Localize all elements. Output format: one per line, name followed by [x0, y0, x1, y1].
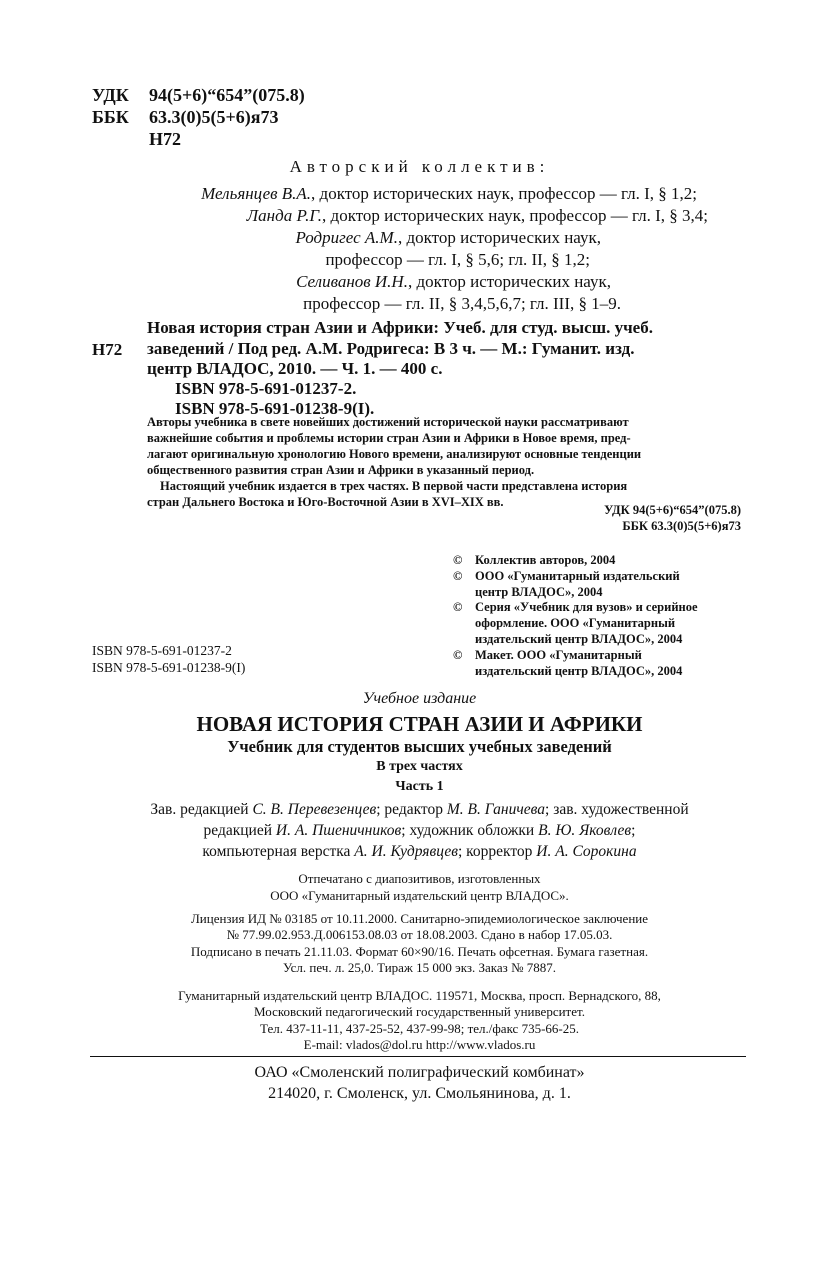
udk-value: 94(5+6)“654”(075.8)	[149, 85, 305, 105]
copyright-line	[453, 553, 615, 569]
copyright-line	[453, 632, 682, 648]
staff-name: А. И. Кудрявцев	[354, 843, 458, 860]
copyright-text: ООО «Гуманитарный издательский	[475, 568, 680, 583]
author-detail: , доктор исторических наук,	[407, 272, 611, 291]
copyright-symbol: ©	[453, 568, 463, 583]
bib-line-1: Новая история стран Азии и Африки: Учеб. для студ. высш. учеб.	[147, 318, 653, 337]
bib-line-3: центр ВЛАДОС, 2010. — Ч. 1. — 400 с.	[147, 359, 443, 378]
copyright-line	[453, 616, 675, 632]
staff-role: ; художник обложки	[401, 822, 539, 839]
udk-label: УДК	[92, 85, 129, 105]
staff-name: И. А. Пшеничников	[275, 822, 402, 839]
staff-role: ; корректор	[457, 843, 537, 860]
author-detail: , доктор исторических наук, профессор — гл. I, § 1,2;	[311, 184, 697, 203]
printer-line: ОАО «Смоленский полиграфический комбинат»	[254, 1064, 585, 1081]
copyright-line	[453, 648, 642, 664]
staff-name: В. Ю. Яковлев	[538, 822, 632, 839]
annotation-line: важнейшие события и проблемы истории стран Азии и Африки в Новое время, пред-	[147, 431, 631, 445]
annotation-line: лагают оригинальную хронологию Нового времени, анализируют основные тенденции	[147, 447, 642, 461]
staff-role: ; редактор	[376, 801, 447, 818]
udk-small: УДК 94(5+6)“654”(075.8)	[604, 503, 741, 517]
divider	[90, 1056, 746, 1057]
author-detail: , доктор исторических наук, профессор — гл. I, § 3,4;	[322, 206, 708, 225]
copyright-line	[453, 664, 682, 680]
staff-role: ;	[631, 822, 636, 839]
book-subtitle: Учебник для студентов высших учебных заведений	[227, 737, 612, 756]
author-name: Мельянцев В.А.	[201, 184, 312, 203]
bbk-value: 63.3(0)5(5+6)я73	[149, 107, 279, 127]
edition-type: Учебное издание	[362, 690, 477, 707]
staff-role: Зав. редакцией	[150, 801, 253, 818]
staff-name: И. А. Сорокина	[536, 843, 637, 860]
copyright-text: оформление. ООО «Гуманитарный	[475, 616, 676, 631]
copyright-line	[453, 600, 698, 616]
annotation-line: Авторы учебника в свете новейших достижений исторической науки рассматривают	[147, 415, 629, 429]
author-detail: , доктор исторических наук,	[397, 228, 601, 247]
staff-role: ; зав. художественной	[545, 801, 689, 818]
copyright-text: издательский центр ВЛАДОС», 2004	[475, 632, 683, 646]
printer-line: 214020, г. Смоленск, ул. Смольянинова, д. 1.	[268, 1085, 571, 1102]
copyright-symbol: ©	[453, 600, 463, 615]
author-line	[296, 271, 611, 293]
copyright-line	[453, 585, 603, 601]
book-part: Часть 1	[395, 779, 444, 794]
copyright-line	[453, 569, 680, 585]
bib-line-2: заведений / Под ред. А.М. Родригеса: В 3 ч. — М.: Гуманит. изд.	[147, 339, 635, 358]
staff-line	[0, 822, 839, 840]
copyright-text: Серия «Учебник для вузов» и серийное	[475, 600, 698, 615]
isbn-2: ISBN 978-5-691-01238-9(I)	[92, 660, 246, 675]
bib-mark: Н72	[92, 340, 123, 359]
printed-from-line: Отпечатано с диапозитивов, изготовленных	[298, 871, 541, 886]
author-name: Ланда Р.Г.	[246, 206, 323, 225]
author-line	[303, 293, 621, 315]
bib-isbn-2: ISBN 978-5-691-01238-9(I).	[175, 399, 375, 418]
annotation-line: Настоящий учебник издается в трех частях. В первой части представлена история	[160, 479, 628, 493]
author-detail: профессор — гл. II, § 3,4,5,6,7; гл. III, § 1–9.	[303, 294, 621, 313]
author-mark: Н72	[149, 129, 182, 149]
book-title: НОВАЯ ИСТОРИЯ СТРАН АЗИИ И АФРИКИ	[196, 712, 643, 736]
printed-from-line: ООО «Гуманитарный издательский центр ВЛАДОС».	[270, 888, 569, 903]
bbk-line	[92, 106, 278, 128]
bbk-small: ББК 63.3(0)5(5+6)я73	[622, 519, 741, 533]
bib-isbn-1: ISBN 978-5-691-01237-2.	[175, 379, 357, 398]
staff-line	[0, 843, 839, 861]
isbn-1: ISBN 978-5-691-01237-2	[92, 643, 232, 658]
author-name: Селиванов И.Н.	[296, 272, 408, 291]
annotation-line: общественного развития стран Азии и Африки в указанный период.	[147, 463, 535, 477]
license-line: Усл. печ. л. 25,0. Тираж 15 000 экз. Заказ № 7887.	[283, 959, 556, 975]
publisher-line: E-mail: vlados@dol.ru http://www.vlados.ru	[303, 1036, 536, 1052]
bbk-label: ББК	[92, 107, 129, 127]
author-line	[247, 205, 708, 227]
annotation-line: стран Дальнего Востока и Юго-Восточной Азии в XVI–XIX вв.	[147, 495, 504, 509]
staff-role: редакцией	[203, 822, 276, 839]
copyright-text: издательский центр ВЛАДОС», 2004	[475, 663, 683, 678]
copyright-text: Макет. ООО «Гуманитарный	[475, 647, 642, 662]
copyright-text: Коллектив авторов, 2004	[475, 553, 616, 567]
publisher-line: Тел. 437-11-11, 437-25-52, 437-99-98; тел./факс 735-66-25.	[260, 1020, 579, 1036]
license-line: Лицензия ИД № 03185 от 10.11.2000. Санитарно-эпидемиологическое заключение	[190, 911, 649, 926]
license-line: Подписано в печать 21.11.03. Формат 60×90/16. Печать офсетная. Бумага газетная.	[190, 943, 649, 959]
authors-heading: Авторский коллектив:	[289, 157, 550, 176]
copyright-symbol: ©	[453, 553, 463, 567]
udk-line	[92, 84, 305, 106]
author-line	[201, 183, 697, 205]
license-line: № 77.99.02.953.Д.006153.08.03 от 18.08.2003. Сдано в набор 17.05.03.	[226, 927, 613, 943]
copyright-text: центр ВЛАДОС», 2004	[475, 584, 603, 599]
author-line	[325, 249, 590, 271]
publisher-line: Гуманитарный издательский центр ВЛАДОС. 119571, Москва, просп. Вернадского, 88,	[178, 988, 661, 1003]
copyright-symbol: ©	[453, 647, 463, 662]
staff-line	[0, 801, 839, 819]
book-parts: В трех частях	[376, 759, 463, 774]
staff-name: М. В. Ганичева	[446, 801, 546, 818]
staff-role: компьютерная верстка	[202, 843, 355, 860]
author-detail: профессор — гл. I, § 5,6; гл. II, § 1,2;	[325, 250, 590, 269]
author-line	[296, 227, 602, 249]
publisher-line: Московский педагогический государственный университет.	[254, 1004, 585, 1020]
author-name: Родригес А.М.	[295, 228, 398, 247]
staff-name: С. В. Перевезенцев	[252, 801, 377, 818]
